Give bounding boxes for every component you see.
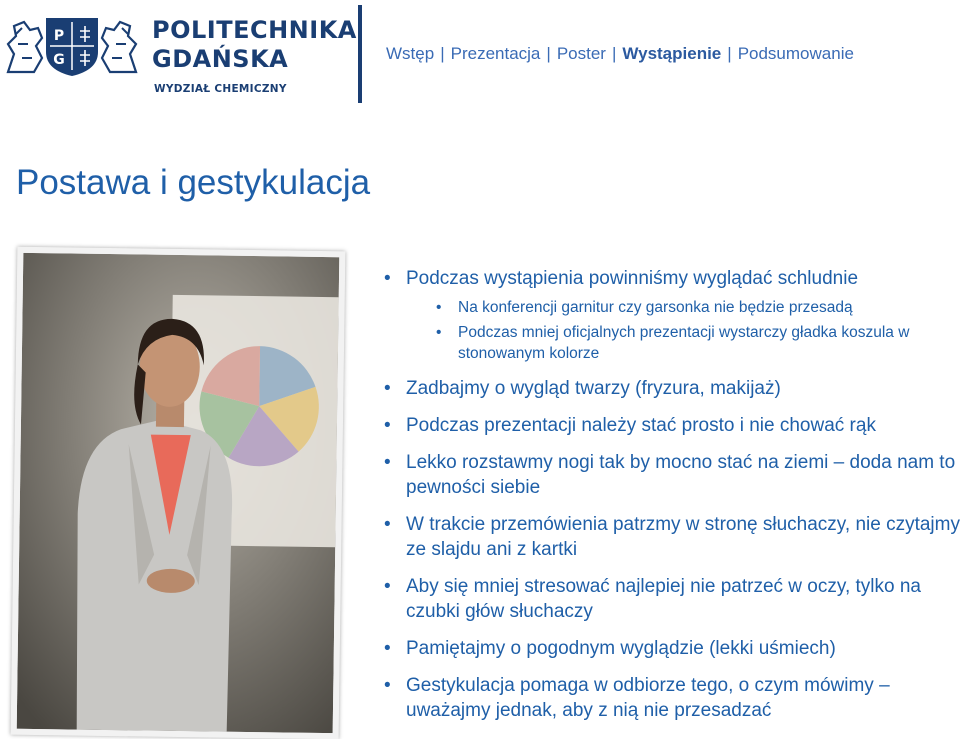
- bullet-item: • Pamiętajmy o pogodnym wyglądzie (lekki uśmiech): [384, 636, 960, 661]
- nav-separator: |: [611, 44, 617, 63]
- bullet-item: • Aby się mniej stresować najlepiej nie patrzeć w oczy, tylko na czubki głów słuchaczy: [384, 574, 960, 624]
- crest-icon: [4, 14, 140, 78]
- presenter-photo: [11, 247, 346, 739]
- nav-item-poster[interactable]: Poster: [556, 44, 606, 63]
- bullet-item: • W trakcie przemówienia patrzmy w stronę słuchaczy, nie czytajmy ze slajdu ani z kartki: [384, 512, 960, 562]
- slide-title: Postawa i gestykulacja: [16, 163, 371, 202]
- nav-separator: |: [440, 44, 445, 63]
- nav-separator: |: [727, 44, 732, 63]
- logo-line2: GDAŃSKA: [152, 45, 289, 73]
- university-logo: [4, 10, 357, 100]
- bullet-item: • Podczas wystąpienia powinniśmy wyglądać schludnie: [384, 266, 960, 291]
- sub-bullet-item: • Na konferencji garnitur czy garsonka nie będzie przesadą: [436, 297, 960, 318]
- presenter-image: [17, 253, 340, 733]
- crest-letter-p: P: [53, 28, 65, 44]
- bullet-item: • Podczas prezentacji należy stać prosto i nie chować rąk: [384, 413, 960, 438]
- bullet-item: • Lekko rozstawmy nogi tak by mocno stać na ziemi – doda nam to pewności siebie: [384, 450, 960, 500]
- bullet-item: • Gestykulacja pomaga w odbiorze tego, o czym mówimy – uważajmy jednak, aby z nią nie przesadzać: [384, 673, 960, 723]
- header-divider: [358, 5, 362, 103]
- nav-item-podsumowanie[interactable]: Podsumowanie: [737, 44, 854, 63]
- crest-letter-g: G: [53, 52, 65, 68]
- sub-bullet-list: [384, 297, 960, 364]
- nav-item-prezentacja[interactable]: Prezentacja: [450, 44, 541, 63]
- nav-separator: |: [546, 44, 551, 63]
- nav-item-wystapienie[interactable]: Wystąpienie: [622, 44, 722, 63]
- nav-item-wstep[interactable]: Wstęp: [386, 44, 435, 63]
- logo-subtitle: WYDZIAŁ CHEMICZNY: [154, 83, 287, 95]
- logo-line1: POLITECHNIKA: [152, 16, 357, 44]
- bullet-list: [384, 266, 960, 735]
- sub-bullet-item: • Podczas mniej oficjalnych prezentacji wystarczy gładka koszula w stonowanym kolorze: [436, 322, 960, 364]
- section-nav: [386, 44, 854, 64]
- bullet-item: • Zadbajmy o wygląd twarzy (fryzura, makijaż): [384, 376, 960, 401]
